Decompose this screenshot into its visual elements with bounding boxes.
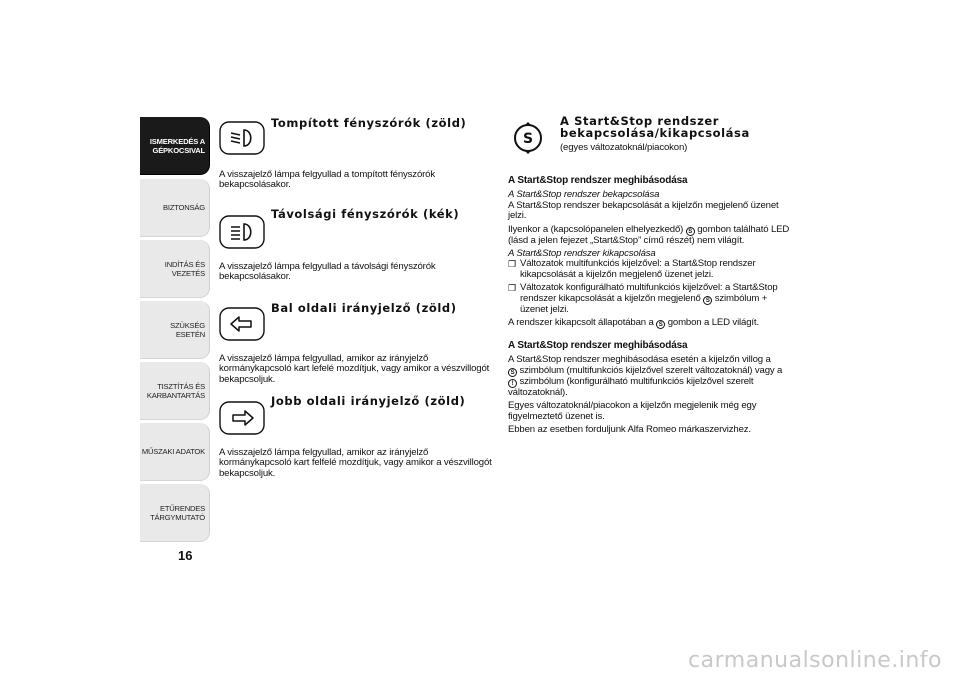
tab-targymutato[interactable]: ETŰRENDES TÁRGYMUTATÓ xyxy=(140,484,210,542)
start-stop-body: A Start&Stop rendszer meghibásodása A Start&Stop rendszer bekapcsolása A Start&Stop rendszer bekapcsolását a kijelzőn megjelenő üzenet jelzi. Ilyenkor a (kapcsolópanelen elhelyezkedő) S gombon található LED (lásd a jelen fejezet „Start&Stop” című részét) nem világít. A Start&Stop rendszer kikapcsolása ❒ Változatok multifunkciós kijelzővel: a Start&Stop rendszer kikapcsolását a kijelzőn megjelenő üzenet jelzi. ❒ Változatok konfigurálható multifunkciós kijelzővel: a Start&Stop rendszer kikapcsolását a kijelzőn megjelenő S szimbólum + üzenet jelzi. A rendszer kikapcsolt állapotában a S gombon a LED világít. A Start&Stop rendszer meghibásodása A Start&Stop rendszer meghibásodása esetén a kijelzőn villog a S szimbólum (multifunkciós kijelzővel szerelt változatoknál) vagy a ! szimbólum (konfigurálható multifunkciós kijelzővel szerelt változatoknál). Egyes változatoknál/piacokon a kijelzőn megjelenik még egy figyelmeztető üzenet is. Ebben az esetben forduljunk Alfa Romeo márkaszervizhez. xyxy=(508,175,790,436)
tab-ismerkedes[interactable]: ISMERKEDÉS A GÉPKOCSIVAL xyxy=(140,117,210,175)
watermark: carmanualsonline.info xyxy=(688,648,942,673)
low-beam-icon xyxy=(219,121,265,155)
tab-muszaki[interactable]: MŰSZAKI ADATOK xyxy=(140,423,210,481)
left-turn-title: Bal oldali irányjelző (zöld) xyxy=(271,301,457,315)
checkbox-bullet-icon: ❒ xyxy=(508,259,516,270)
low-beam-text: A visszajelző lámpa felgyullad a tompított fényszórók bekapcsolásakor. xyxy=(219,169,436,191)
high-beam-text: A visszajelző lámpa felgyullad a távolsági fényszórók bekapcsolásakor. xyxy=(219,261,436,283)
tab-biztonsag[interactable]: BIZTONSÁG xyxy=(140,179,210,237)
start-stop-off-icon: S xyxy=(656,320,665,329)
left-turn-signal-icon xyxy=(219,307,265,341)
tab-tisztitas[interactable]: TISZTÍTÁS ÉS KARBANTARTÁS xyxy=(140,362,210,420)
right-turn-signal-icon xyxy=(219,401,265,435)
start-stop-off-icon: S xyxy=(703,296,712,305)
start-stop-subtitle: (egyes változatoknál/piacokon) xyxy=(560,142,688,153)
start-stop-fault-icon: S xyxy=(508,368,517,377)
start-stop-title: A Start&Stop rendszer bekapcsolása/kikapcsolása xyxy=(560,114,750,140)
heading-1: A Start&Stop rendszer meghibásodása xyxy=(508,175,688,186)
right-turn-title: Jobb oldali irányjelző (zöld) xyxy=(271,394,466,408)
high-beam-title: Távolsági fényszórók (kék) xyxy=(271,207,460,221)
low-beam-title: Tompított fényszórók (zöld) xyxy=(271,116,467,130)
tab-szukseg[interactable]: SZÜKSÉG ESETÉN xyxy=(140,301,210,359)
high-beam-icon xyxy=(219,215,265,249)
tab-inditas[interactable]: INDÍTÁS ÉS VEZETÉS xyxy=(140,240,210,298)
right-turn-text: A visszajelző lámpa felgyullad, amikor az irányjelző kormánykapcsoló kart felfelé mozdítjuk, vagy amikor a vészvillogót bekapcsoljuk. xyxy=(219,447,492,479)
svg-text:S: S xyxy=(522,131,534,147)
list-item: ❒ Változatok multifunkciós kijelzővel: a Start&Stop rendszer kikapcsolását a kijelzőn megjelenő üzenet jelzi. xyxy=(508,258,756,280)
heading-2: A Start&Stop rendszer meghibásodása xyxy=(508,340,688,352)
start-stop-icon xyxy=(510,120,546,156)
checkbox-bullet-icon: ❒ xyxy=(508,283,516,294)
left-turn-text: A visszajelző lámpa felgyullad, amikor az irányjelző kormánykapcsoló kart lefelé mozdítjuk, vagy amikor a vészvillogót bekapcsoljuk. xyxy=(219,353,490,385)
warning-icon: ! xyxy=(508,379,517,388)
list-item: ❒ Változatok konfigurálható multifunkciós kijelzővel: a Start&Stop rendszer kikapcsolását a kijelzőn megjelenő S szimbólum + üzenet jelzi. xyxy=(508,282,778,315)
start-stop-off-icon: S xyxy=(686,227,695,236)
page-number: 16 xyxy=(178,548,193,563)
